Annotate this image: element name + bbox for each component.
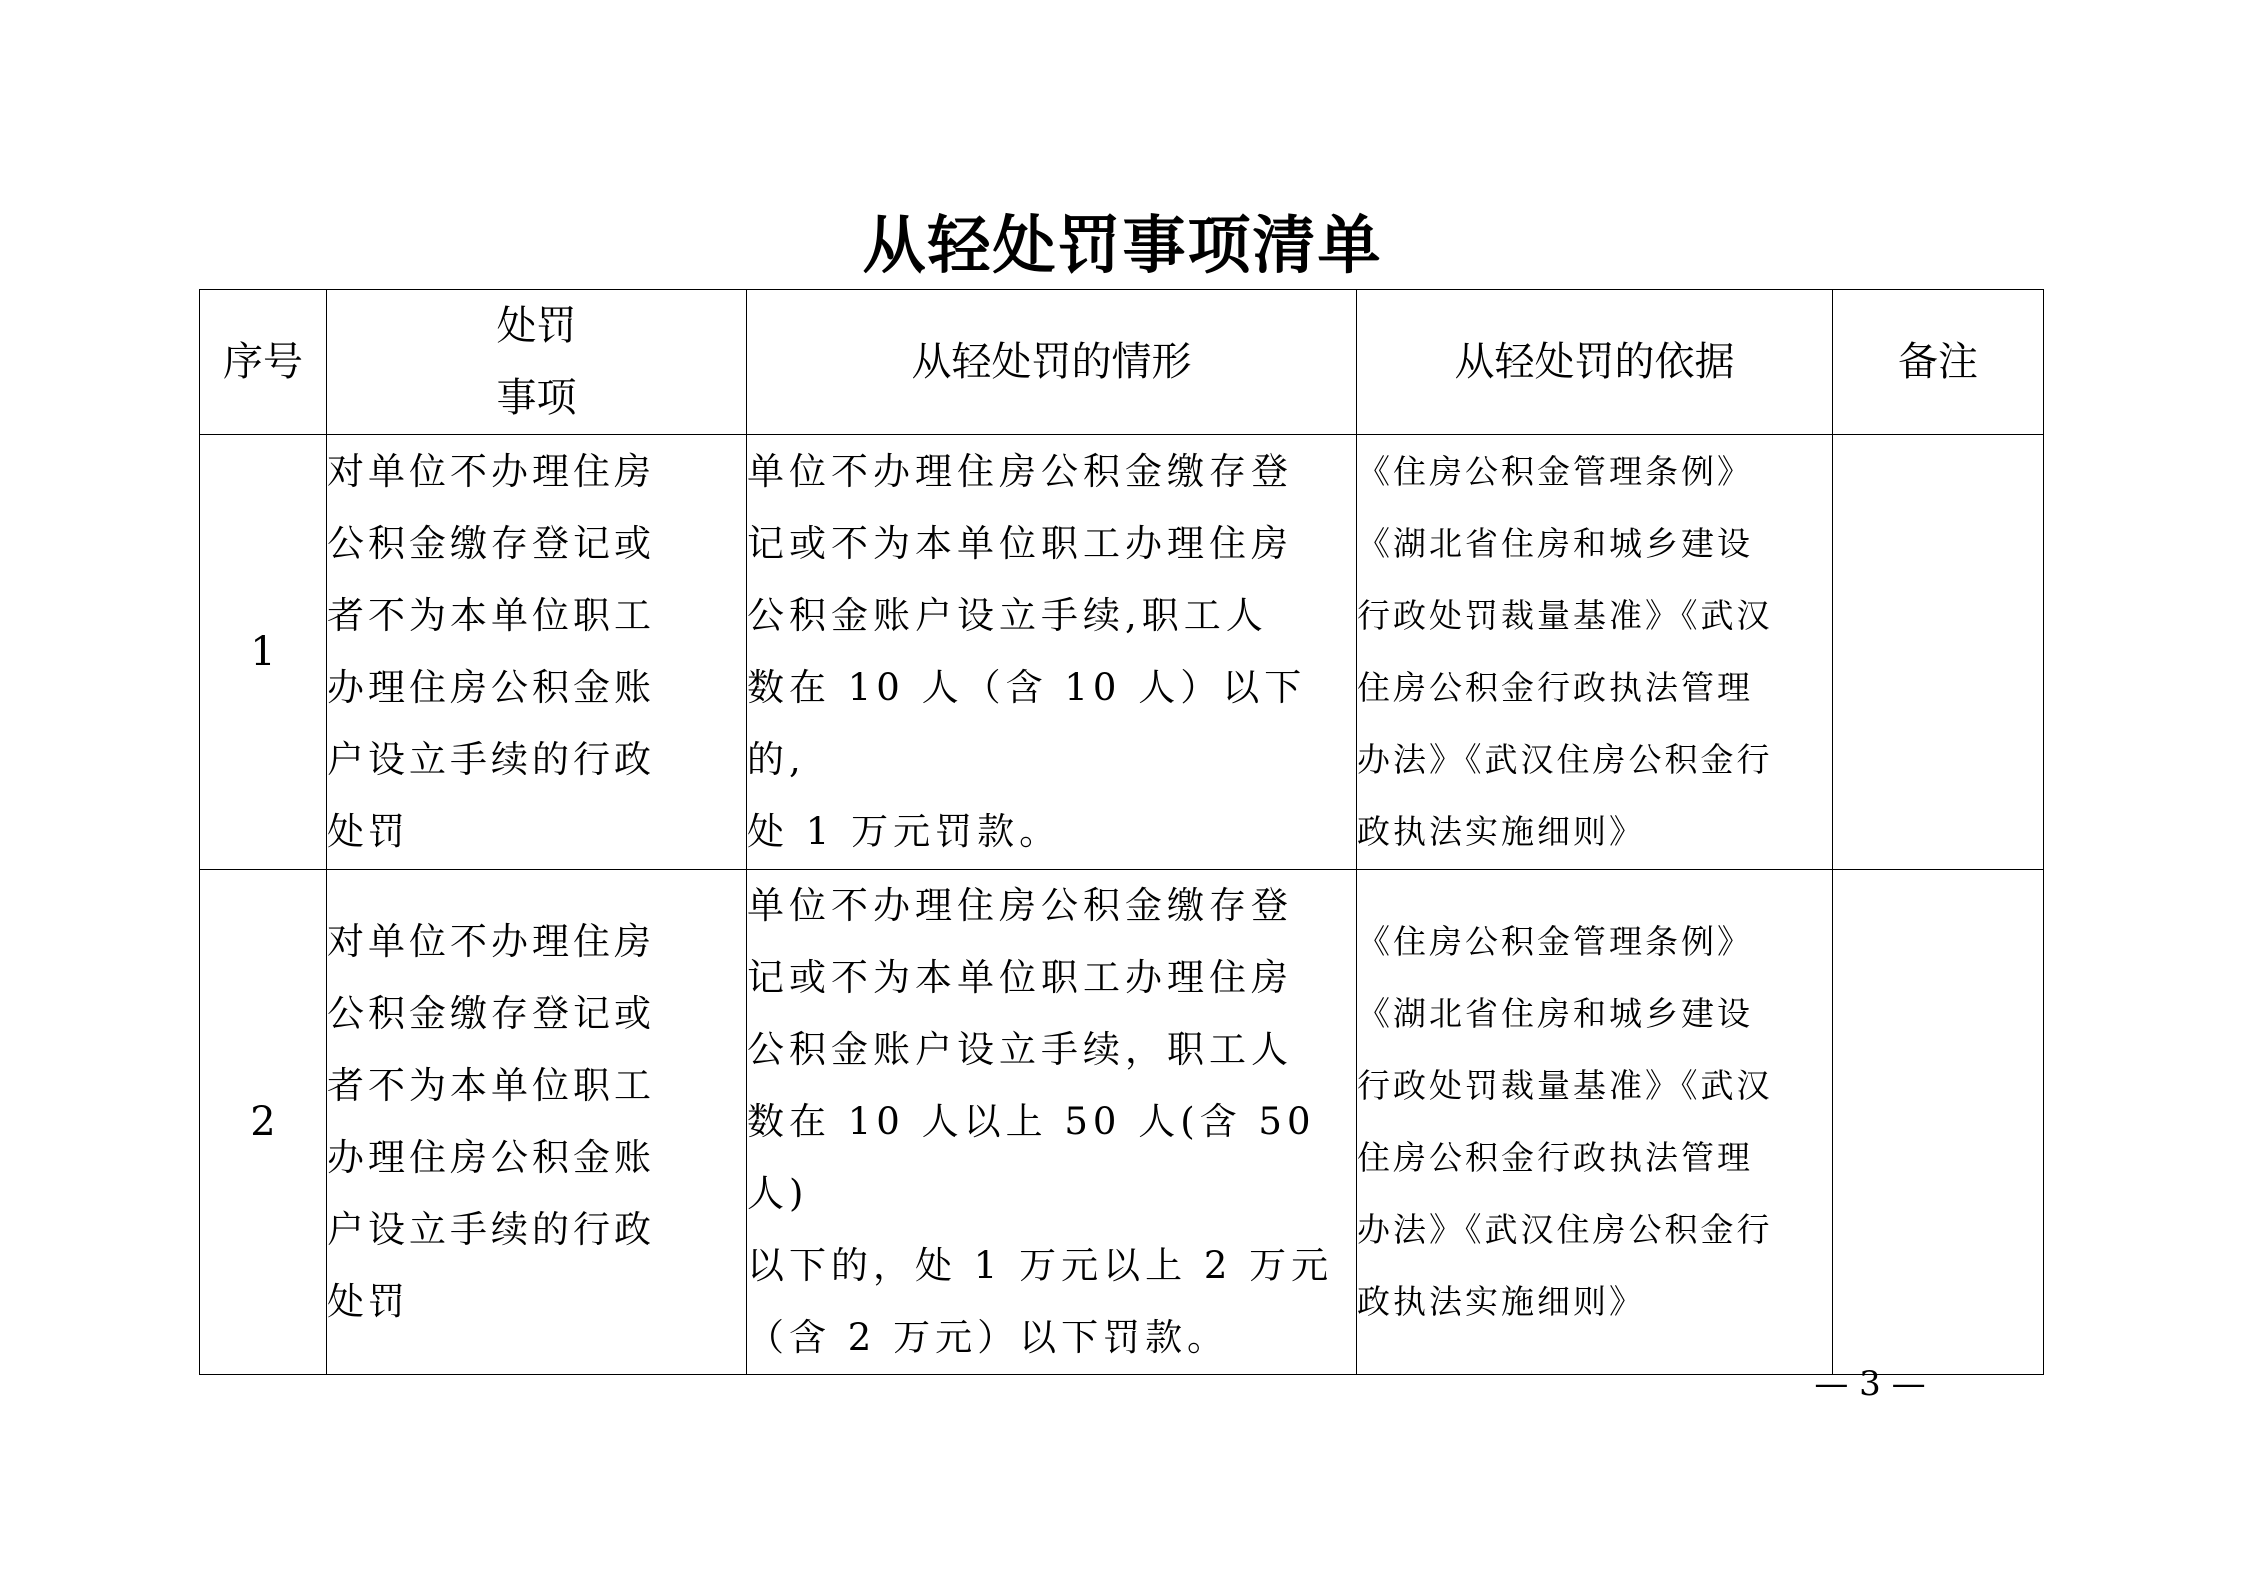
- document-title: 从轻处罚事项清单: [862, 208, 1383, 282]
- row-seq: 1: [200, 435, 327, 870]
- row-seq: 2: [200, 870, 327, 1375]
- row-situation: 单位不办理住房公积金缴存登 记或不为本单位职工办理住房 公积金账户设立手续，职工人 数在 10 人以上 50 人(含 50 人) 以下的，处 1 万元以上 2 万元 （含 2 万元）以下罚款。: [747, 870, 1357, 1375]
- table-row: [200, 870, 2044, 1375]
- row-remark: [1833, 870, 2044, 1375]
- table-header-row: [200, 290, 2044, 435]
- row-basis: 《住房公积金管理条例》 《湖北省住房和城乡建设 行政处罚裁量基准》《武汉 住房公积金行政执法管理 办法》《武汉住房公积金行 政执法实施细则》: [1357, 870, 1833, 1375]
- row-item: 对单位不办理住房 公积金缴存登记或 者不为本单位职工 办理住房公积金账 户设立手续的行政 处罚: [327, 870, 747, 1375]
- row-item: 对单位不办理住房 公积金缴存登记或 者不为本单位职工 办理住房公积金账 户设立手续的行政 处罚: [327, 435, 747, 870]
- header-basis: 从轻处罚的依据: [1357, 290, 1833, 435]
- row-situation: 单位不办理住房公积金缴存登 记或不为本单位职工办理住房 公积金账户设立手续,职工人 数在 10 人（含 10 人）以下的, 处 1 万元罚款。: [747, 435, 1357, 870]
- penalty-list-table: [199, 289, 2044, 1375]
- header-situation: 从轻处罚的情形: [747, 290, 1357, 435]
- header-remark: 备注: [1833, 290, 2044, 435]
- page-number: — 3 —: [1814, 1364, 1926, 1404]
- header-item: 处罚 事项: [327, 290, 747, 435]
- header-seq: 序号: [200, 290, 327, 435]
- table-row: [200, 435, 2044, 870]
- row-basis: 《住房公积金管理条例》 《湖北省住房和城乡建设 行政处罚裁量基准》《武汉 住房公积金行政执法管理 办法》《武汉住房公积金行 政执法实施细则》: [1357, 435, 1833, 870]
- row-remark: [1833, 435, 2044, 870]
